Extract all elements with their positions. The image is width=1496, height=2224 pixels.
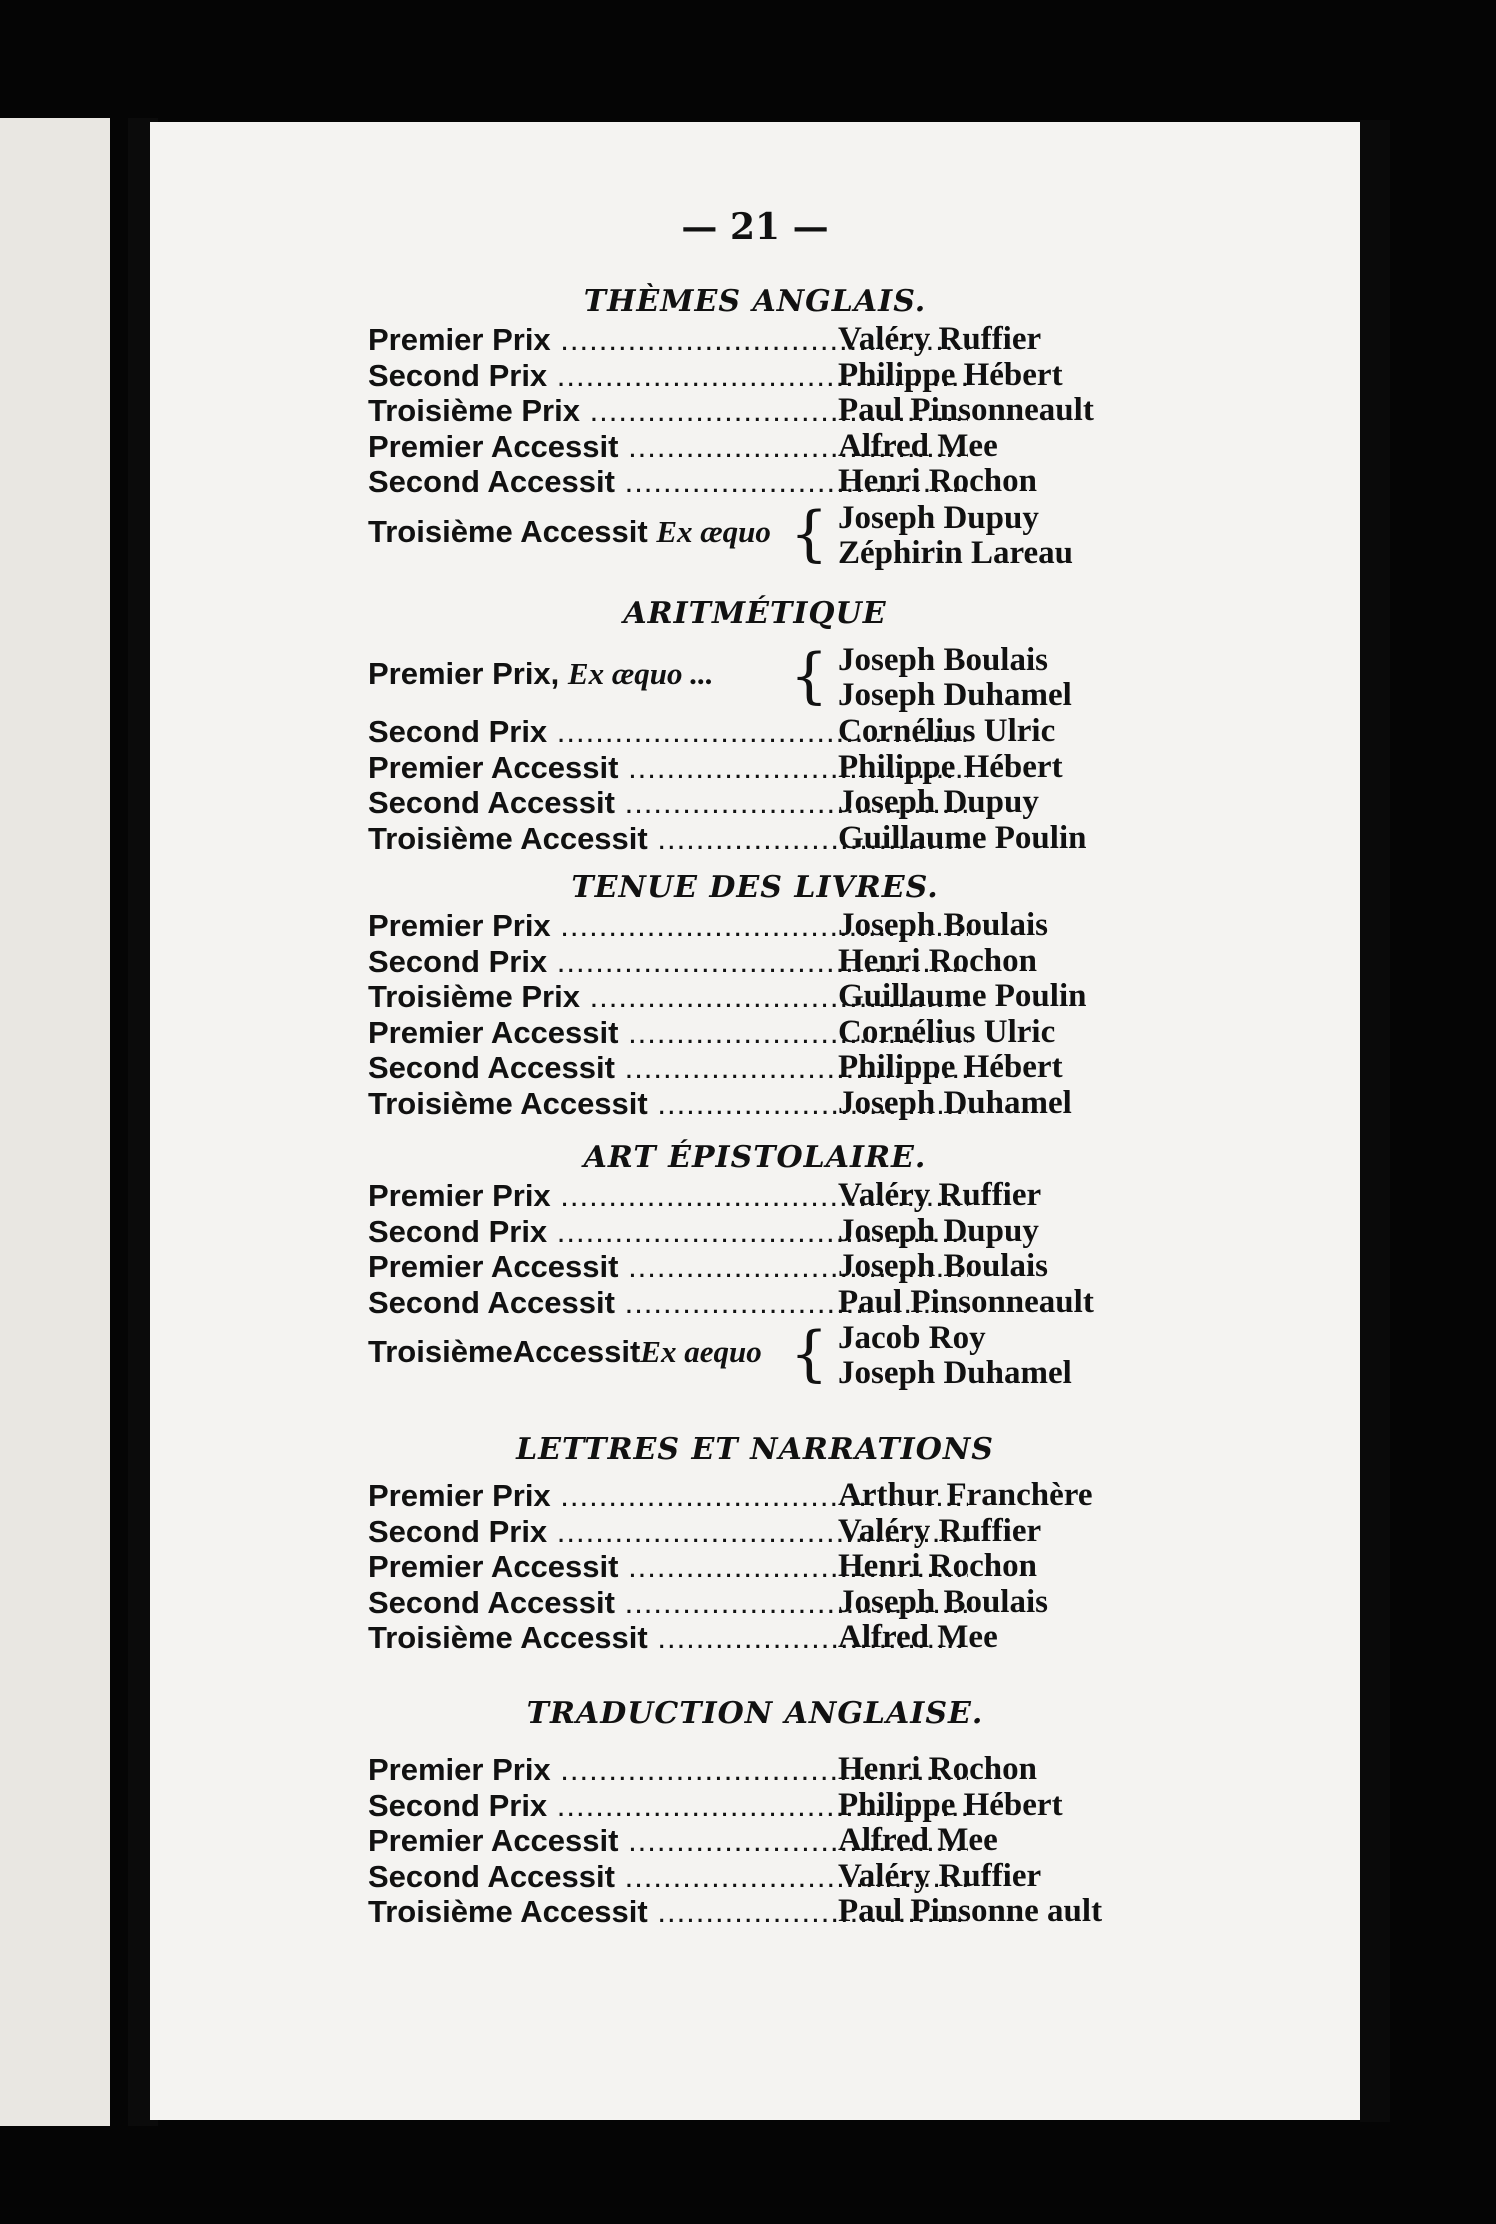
winner-name: Philippe Hébert (838, 748, 1063, 785)
award-label: Second Prix ..... (368, 944, 968, 979)
winner-name: Alfred Mee (838, 427, 998, 464)
award-row (150, 429, 1360, 465)
section-heading: ARITMÉTIQUE (623, 596, 887, 631)
document-page (150, 122, 1360, 2120)
winner-name: Joseph Boulais (838, 907, 1048, 943)
award-label: Troisième Accessit ..... (368, 821, 968, 856)
section-art-epistolaire (150, 1138, 1360, 1392)
award-label: Premier Prix ..... (368, 322, 968, 357)
award-label: Premier Accessit ..... (368, 429, 968, 464)
section-traduction-anglaise (150, 1694, 1360, 1930)
section-tenue-des-livres (150, 868, 1360, 1121)
winner-name: Cornélius Ulric (838, 1013, 1056, 1050)
award-label: Premier Accessit ..... (368, 1823, 968, 1858)
award-label-text: TroisièmeAccessit (368, 1334, 641, 1369)
winner-name: Henri Rochon (838, 1751, 1037, 1787)
winner-name: Philippe Hébert (838, 1049, 1063, 1085)
award-row (150, 1514, 1360, 1550)
award-label: Second Accessit ..... (368, 785, 968, 820)
winner-name: Joseph Duhamel (838, 677, 1072, 713)
award-label: Second Accessit ..... (368, 1859, 968, 1894)
award-label: Troisième Accessit ..... (368, 1086, 968, 1121)
award-label: Premier Prix ..... (368, 1178, 968, 1213)
winner-name: Joseph Boulais (838, 1583, 1048, 1620)
winner-name: Joseph Boulais (838, 1248, 1048, 1284)
tie-award-row (150, 642, 1360, 714)
award-row (150, 979, 1360, 1015)
award-label: Second Accessit ..... (368, 1585, 968, 1620)
section-aritmetique (150, 594, 1360, 856)
award-label (368, 514, 771, 550)
award-row (150, 322, 1360, 358)
winner-name: Cornélius Ulric (838, 713, 1056, 749)
brace-symbol: { (790, 498, 829, 569)
winner-name: Joseph Dupuy (838, 499, 1039, 536)
award-label: Troisième Accessit ..... (368, 1894, 968, 1929)
award-row (150, 1823, 1360, 1859)
winner-name: Paul Pinsonneault (838, 392, 1094, 428)
award-label: Second Prix ..... (368, 714, 968, 749)
award-label: Premier Accessit ..... (368, 750, 968, 785)
award-row (150, 821, 1360, 857)
award-row (150, 1894, 1360, 1930)
winner-name: Valéry Ruffier (838, 1857, 1042, 1894)
award-row (150, 1015, 1360, 1051)
award-row (150, 944, 1360, 980)
brace-symbol: { (790, 641, 829, 711)
award-row (150, 1549, 1360, 1585)
winner-name: Joseph Duhamel (838, 1355, 1072, 1391)
award-label-text: Troisième Accessit (368, 513, 648, 549)
winner-name: Jacob Roy (838, 1320, 986, 1356)
section-heading: LETTRES ET NARRATIONS (516, 1432, 994, 1467)
award-row (150, 1478, 1360, 1514)
award-label: Troisième Prix ..... (368, 979, 968, 1014)
winner-name: Philippe Hébert (838, 1786, 1063, 1823)
winner-name: Philippe Hébert (838, 356, 1063, 393)
award-label: Troisième Accessit ..... (368, 1620, 968, 1655)
winner-name: Joseph Dupuy (838, 1212, 1039, 1249)
award-row (150, 785, 1360, 821)
winner-name: Guillaume Poulin (838, 978, 1087, 1014)
winner-name: Valéry Ruffier (838, 1512, 1042, 1549)
award-label: Second Accessit ..... (368, 1050, 968, 1085)
award-row (150, 464, 1360, 500)
award-row (150, 750, 1360, 786)
winner-name: Henri Rochon (838, 463, 1037, 499)
winner-name: Zéphirin Lareau (838, 534, 1074, 571)
page-number: — 21 — (681, 206, 829, 248)
award-label: Second Prix ..... (368, 1788, 968, 1823)
award-row (150, 1214, 1360, 1250)
award-row (150, 1752, 1360, 1788)
award-row (150, 1788, 1360, 1824)
winner-name: Alfred Mee (838, 1822, 998, 1858)
winner-name: Joseph Duhamel (838, 1084, 1072, 1121)
section-heading: TRADUCTION ANGLAISE. (526, 1696, 984, 1731)
winner-name: Paul Pinsonne ault (838, 1893, 1103, 1929)
winner-name: Henri Rochon (838, 942, 1037, 979)
winner-name: Guillaume Poulin (838, 819, 1087, 856)
award-label: Premier Accessit ..... (368, 1549, 968, 1584)
award-row (150, 1859, 1360, 1895)
brace-symbol: { (790, 1319, 829, 1389)
award-label: Second Accessit ..... (368, 1285, 968, 1320)
award-label: Premier Accessit ..... (368, 1249, 968, 1284)
award-label: Premier Prix ..... (368, 1752, 968, 1787)
award-label: Second Prix ..... (368, 358, 968, 393)
award-row (150, 1620, 1360, 1656)
award-label-text: Premier Prix, (368, 656, 560, 691)
award-label: Premier Prix ..... (368, 908, 968, 943)
section-heading: THÈMES ANGLAIS. (583, 284, 927, 319)
award-label: Second Prix ..... (368, 1514, 968, 1549)
left-page-edge (0, 118, 110, 2126)
award-label: Premier Prix ..... (368, 1478, 968, 1513)
section-themes-anglais (150, 282, 1360, 572)
ex-aequo-note: Ex æquo (656, 513, 771, 549)
award-row (150, 1050, 1360, 1086)
award-label: Second Prix ..... (368, 1214, 968, 1249)
winner-name: Paul Pinsonneault (838, 1283, 1094, 1320)
award-row (150, 1086, 1360, 1122)
tie-award-row (150, 500, 1360, 572)
winner-name: Arthur Franchère (838, 1477, 1093, 1513)
section-lettres-et-narrations (150, 1430, 1360, 1656)
award-row (150, 908, 1360, 944)
award-row (150, 1178, 1360, 1214)
winner-name: Joseph Dupuy (838, 784, 1039, 820)
award-row (150, 393, 1360, 429)
tie-award-row (150, 1320, 1360, 1392)
section-heading: ART ÉPISTOLAIRE. (583, 1140, 927, 1175)
right-edge (1360, 120, 1390, 2122)
winner-name: Valéry Ruffier (838, 321, 1042, 357)
winner-name: Valéry Ruffier (838, 1177, 1042, 1213)
award-row (150, 1285, 1360, 1321)
award-label: Premier Accessit ..... (368, 1015, 968, 1050)
award-label (368, 656, 713, 692)
award-row (150, 714, 1360, 750)
award-label (368, 1334, 762, 1370)
award-label: Troisième Prix ..... (368, 393, 968, 428)
award-label: Second Accessit ..... (368, 464, 968, 499)
section-heading: TENUE DES LIVRES. (571, 870, 939, 905)
award-row (150, 358, 1360, 394)
winner-name: Alfred Mee (838, 1619, 998, 1655)
ex-aequo-note: Ex æquo ... (567, 656, 714, 691)
ex-aequo-note: Ex aequo (640, 1334, 762, 1369)
winner-name: Joseph Boulais (838, 642, 1048, 678)
award-row (150, 1585, 1360, 1621)
winner-name: Henri Rochon (838, 1548, 1037, 1584)
award-row (150, 1249, 1360, 1285)
